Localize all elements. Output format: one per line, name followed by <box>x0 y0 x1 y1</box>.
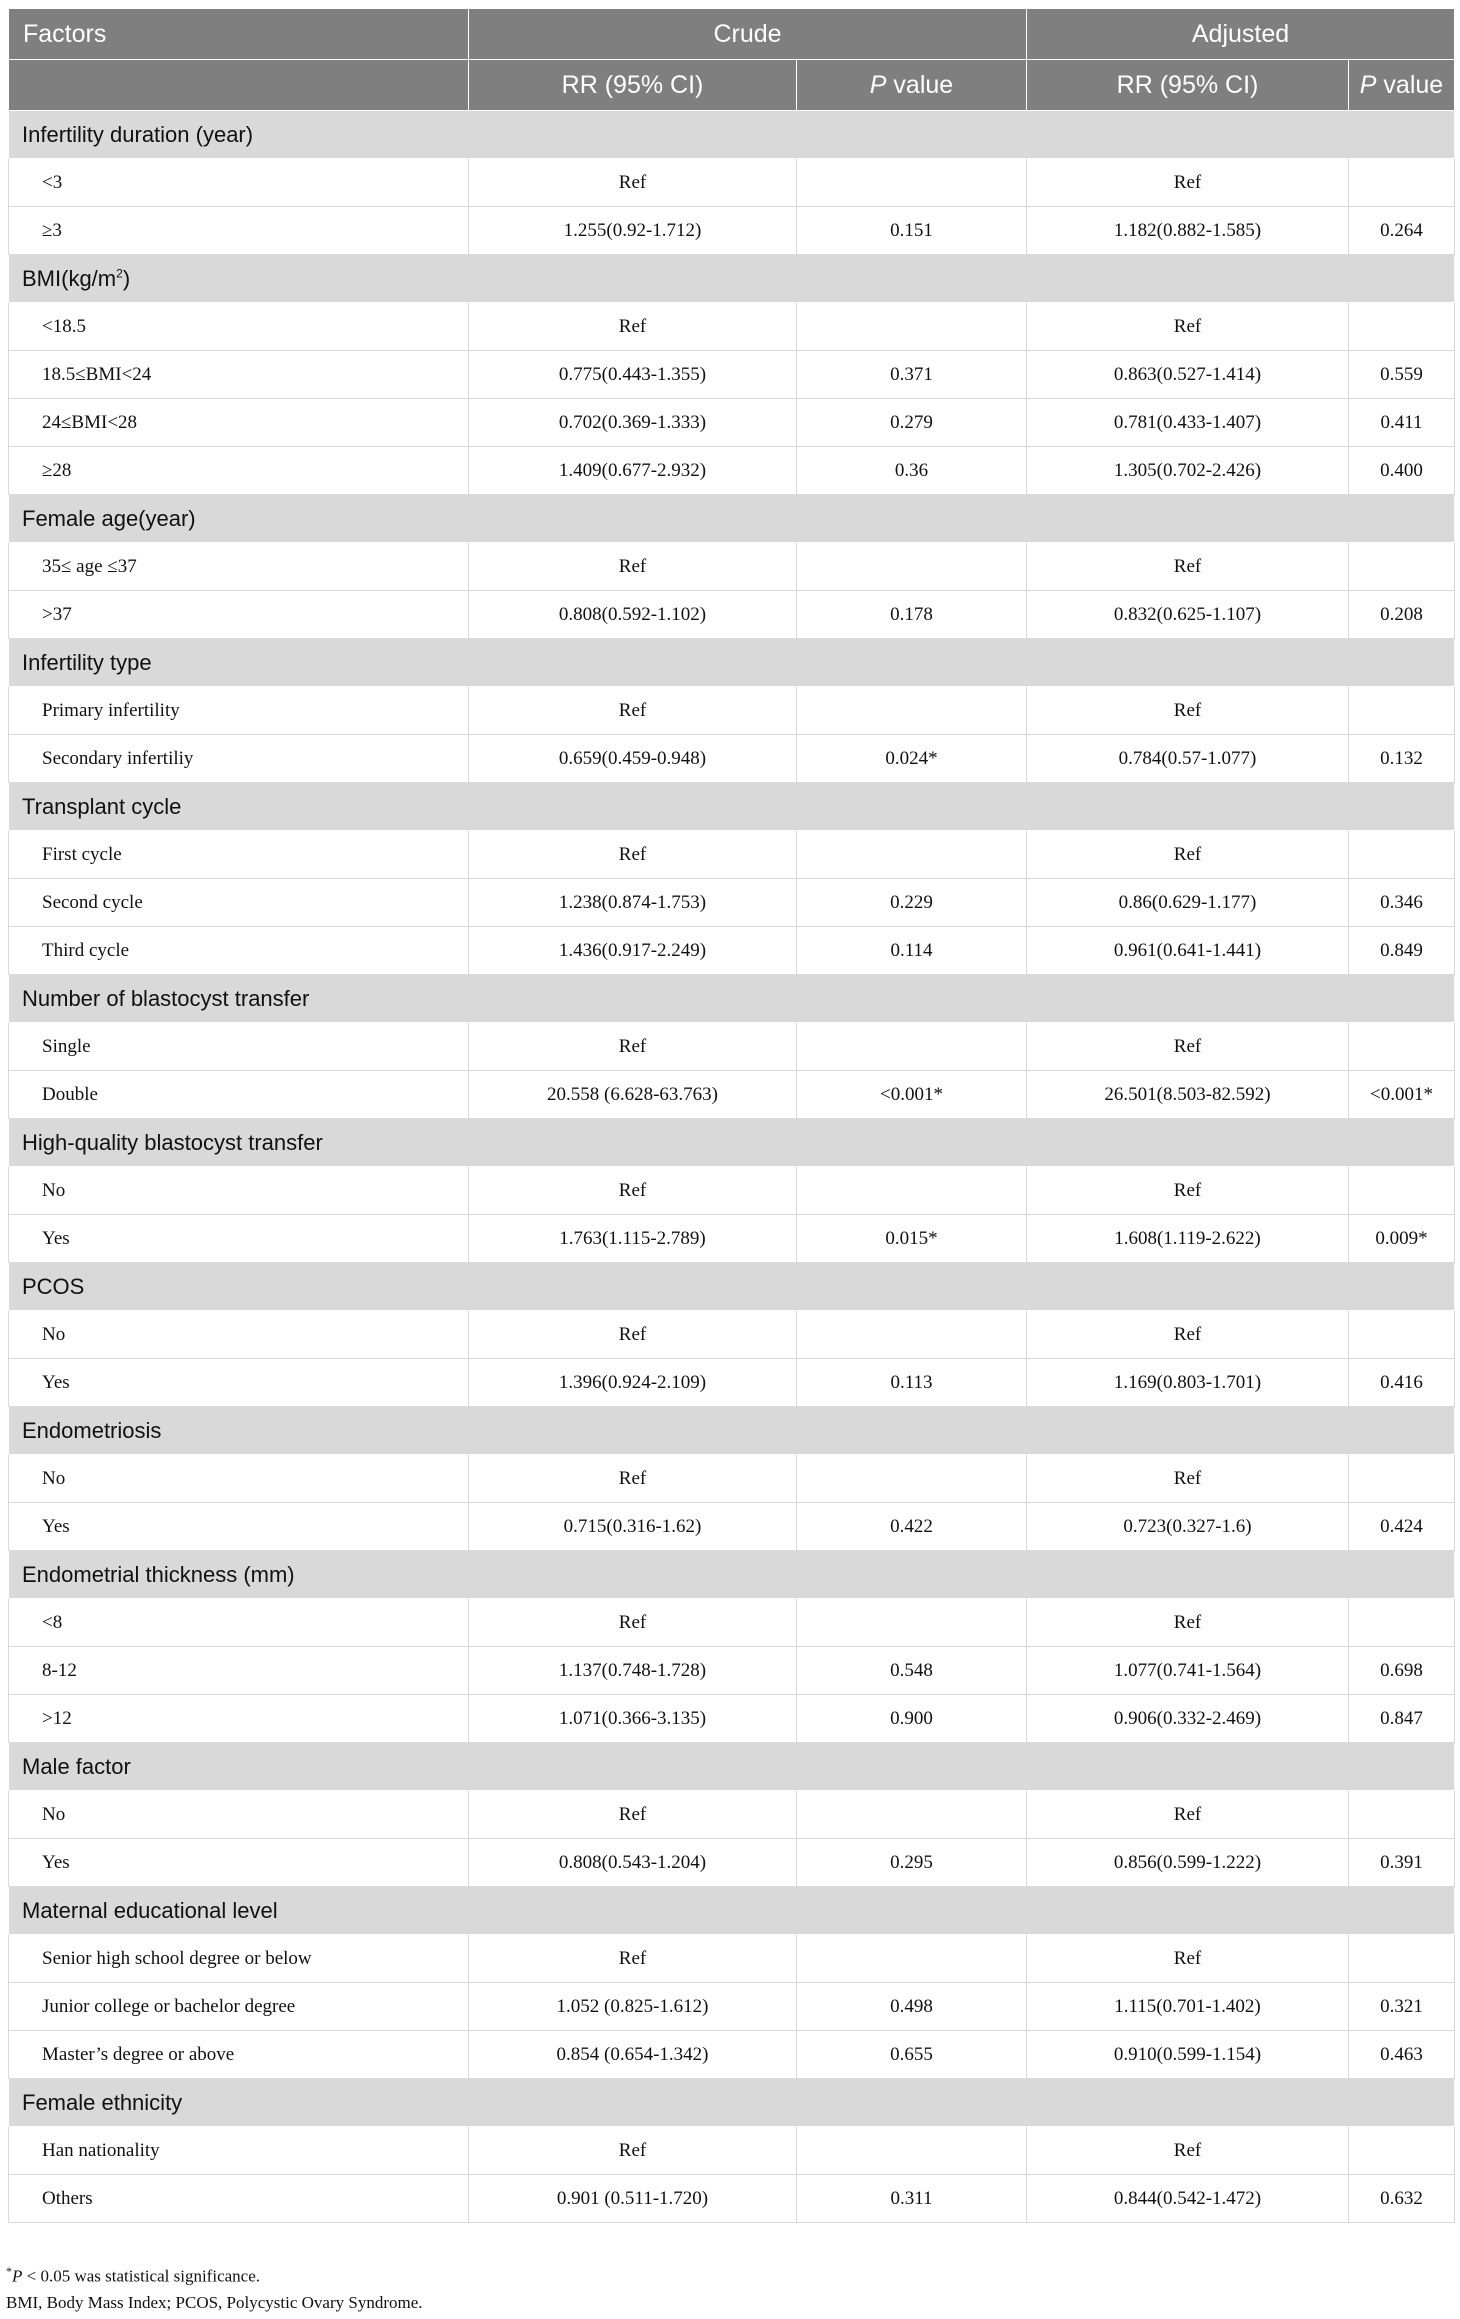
adjusted-rr-cell: 0.784(0.57-1.077) <box>1027 735 1349 783</box>
crude-p-cell: 0.015* <box>797 1215 1027 1263</box>
group-header-row <box>9 975 1455 1023</box>
adjusted-p-cell: 0.009* <box>1349 1215 1455 1263</box>
group-title <box>9 255 1455 303</box>
crude-rr-cell: 0.775(0.443-1.355) <box>469 351 797 399</box>
row-label: Yes <box>9 1359 469 1407</box>
adjusted-p-cell <box>1349 687 1455 735</box>
adjusted-p-cell <box>1349 159 1455 207</box>
table-row <box>9 831 1455 879</box>
crude-rr-cell: 0.808(0.592-1.102) <box>469 591 797 639</box>
crude-p-cell <box>797 1023 1027 1071</box>
adjusted-rr-cell: 0.723(0.327-1.6) <box>1027 1503 1349 1551</box>
group-title <box>9 1263 1455 1311</box>
row-label: 24≤BMI<28 <box>9 399 469 447</box>
adjusted-rr-cell: 0.781(0.433-1.407) <box>1027 399 1349 447</box>
adjusted-rr-cell: 0.86(0.629-1.177) <box>1027 879 1349 927</box>
row-label: ≥28 <box>9 447 469 495</box>
crude-rr-cell: 0.715(0.316-1.62) <box>469 1503 797 1551</box>
table-row <box>9 543 1455 591</box>
group-header-row <box>9 1407 1455 1455</box>
table-row <box>9 687 1455 735</box>
group-title <box>9 1407 1455 1455</box>
crude-rr-cell: 0.854 (0.654-1.342) <box>469 2031 797 2079</box>
row-label: Yes <box>9 1503 469 1551</box>
row-label: Third cycle <box>9 927 469 975</box>
crude-p-cell: 0.151 <box>797 207 1027 255</box>
crude-p-cell <box>797 1935 1027 1983</box>
results-table-container <box>8 8 1454 2223</box>
group-title-text: High-quality blastocyst transfer <box>22 1129 323 1155</box>
footnote-star: * <box>6 2264 12 2278</box>
adjusted-rr-cell: 0.910(0.599-1.154) <box>1027 2031 1349 2079</box>
table-row <box>9 2127 1455 2175</box>
crude-p-cell: 0.311 <box>797 2175 1027 2223</box>
group-title-superscript: 2 <box>116 266 123 281</box>
crude-rr-cell: 1.409(0.677-2.932) <box>469 447 797 495</box>
adjusted-rr-cell: 1.608(1.119-2.622) <box>1027 1215 1349 1263</box>
row-label: >37 <box>9 591 469 639</box>
crude-p-cell <box>797 1311 1027 1359</box>
risk-ratio-table <box>8 8 1455 2223</box>
adjusted-rr-cell: Ref <box>1027 1791 1349 1839</box>
crude-p-header <box>797 60 1027 111</box>
adjusted-p-cell <box>1349 1599 1455 1647</box>
table-row <box>9 1935 1455 1983</box>
row-label: 35≤ age ≤37 <box>9 543 469 591</box>
group-title <box>9 1551 1455 1599</box>
adjusted-p-cell: 0.346 <box>1349 879 1455 927</box>
adjusted-rr-cell: Ref <box>1027 831 1349 879</box>
table-row <box>9 1599 1455 1647</box>
crude-p-cell <box>797 303 1027 351</box>
crude-rr-cell: Ref <box>469 2127 797 2175</box>
row-label: No <box>9 1791 469 1839</box>
crude-rr-cell: Ref <box>469 1935 797 1983</box>
group-title <box>9 1887 1455 1935</box>
header-row-2 <box>9 60 1455 111</box>
crude-p-cell: 0.36 <box>797 447 1027 495</box>
adjusted-p-cell: 0.321 <box>1349 1983 1455 2031</box>
group-title <box>9 1743 1455 1791</box>
group-title-text: Number of blastocyst transfer <box>22 985 310 1011</box>
crude-rr-cell: Ref <box>469 543 797 591</box>
adjusted-rr-cell: Ref <box>1027 2127 1349 2175</box>
crude-p-cell: 0.498 <box>797 1983 1027 2031</box>
crude-rr-cell: 1.763(1.115-2.789) <box>469 1215 797 1263</box>
row-label: <3 <box>9 159 469 207</box>
crude-rr-cell: Ref <box>469 303 797 351</box>
crude-p-cell: 0.024* <box>797 735 1027 783</box>
table-row <box>9 1455 1455 1503</box>
adjusted-p-cell: 0.463 <box>1349 2031 1455 2079</box>
adjusted-p-cell: 0.264 <box>1349 207 1455 255</box>
group-title-text: PCOS <box>22 1273 85 1299</box>
footnote-significance-text: < 0.05 was statistical significance. <box>22 2266 261 2286</box>
crude-p-cell: 0.900 <box>797 1695 1027 1743</box>
crude-p-cell <box>797 1455 1027 1503</box>
crude-rr-cell: Ref <box>469 831 797 879</box>
table-row <box>9 1791 1455 1839</box>
group-title-text: Infertility type <box>22 649 152 675</box>
group-title-text: Male factor <box>22 1753 131 1779</box>
group-title <box>9 639 1455 687</box>
row-label: <18.5 <box>9 303 469 351</box>
adjusted-rr-cell: Ref <box>1027 1599 1349 1647</box>
crude-rr-cell: 1.436(0.917-2.249) <box>469 927 797 975</box>
adjusted-header: Adjusted <box>1027 9 1455 60</box>
table-row <box>9 1023 1455 1071</box>
group-title-text: Female age(year) <box>22 505 196 531</box>
adjusted-rr-cell: Ref <box>1027 1167 1349 1215</box>
crude-rr-header: RR (95% CI) <box>469 60 797 111</box>
table-row <box>9 735 1455 783</box>
row-label: 8-12 <box>9 1647 469 1695</box>
row-label: <8 <box>9 1599 469 1647</box>
crude-rr-cell: 0.808(0.543-1.204) <box>469 1839 797 1887</box>
table-row <box>9 2031 1455 2079</box>
group-title-text: Female ethnicity <box>22 2089 183 2115</box>
crude-p-cell: 0.655 <box>797 2031 1027 2079</box>
adjusted-p-cell <box>1349 303 1455 351</box>
group-header-row <box>9 1263 1455 1311</box>
adjusted-p-cell: 0.632 <box>1349 2175 1455 2223</box>
group-title <box>9 111 1455 159</box>
crude-p-cell <box>797 831 1027 879</box>
group-header-row <box>9 639 1455 687</box>
adjusted-rr-cell: 1.305(0.702-2.426) <box>1027 447 1349 495</box>
group-header-row <box>9 2079 1455 2127</box>
group-header-row <box>9 1551 1455 1599</box>
row-label: Han nationality <box>9 2127 469 2175</box>
crude-p-cell <box>797 543 1027 591</box>
crude-p-cell: 0.422 <box>797 1503 1027 1551</box>
adjusted-rr-cell: 0.863(0.527-1.414) <box>1027 351 1349 399</box>
table-row <box>9 399 1455 447</box>
crude-rr-cell: Ref <box>469 1023 797 1071</box>
factors-header: Factors <box>9 9 469 60</box>
adjusted-rr-cell: 0.832(0.625-1.107) <box>1027 591 1349 639</box>
crude-p-cell: 0.229 <box>797 879 1027 927</box>
crude-rr-cell: 0.702(0.369-1.333) <box>469 399 797 447</box>
adjusted-p-cell <box>1349 1023 1455 1071</box>
crude-rr-cell: 1.255(0.92-1.712) <box>469 207 797 255</box>
group-header-row <box>9 111 1455 159</box>
row-label: Secondary infertiliy <box>9 735 469 783</box>
crude-p-cell <box>797 1599 1027 1647</box>
table-row <box>9 159 1455 207</box>
group-title <box>9 1119 1455 1167</box>
p-value-suffix: value <box>886 70 954 99</box>
table-row <box>9 351 1455 399</box>
adjusted-rr-cell: Ref <box>1027 543 1349 591</box>
adjusted-rr-header: RR (95% CI) <box>1027 60 1349 111</box>
crude-rr-cell: Ref <box>469 1599 797 1647</box>
crude-rr-cell: 1.071(0.366-3.135) <box>469 1695 797 1743</box>
crude-p-cell <box>797 1167 1027 1215</box>
table-row <box>9 1167 1455 1215</box>
group-header-row <box>9 255 1455 303</box>
adjusted-p-cell: <0.001* <box>1349 1071 1455 1119</box>
adjusted-p-cell: 0.416 <box>1349 1359 1455 1407</box>
adjusted-p-cell: 0.208 <box>1349 591 1455 639</box>
table-row <box>9 2175 1455 2223</box>
footnote-abbreviations: BMI, Body Mass Index; PCOS, Polycystic Ovary Syndrome. <box>6 2292 423 2312</box>
table-footnotes <box>6 2258 423 2316</box>
adjusted-rr-cell: 0.844(0.542-1.472) <box>1027 2175 1349 2223</box>
crude-rr-cell: Ref <box>469 1455 797 1503</box>
group-title <box>9 975 1455 1023</box>
crude-p-cell: 0.114 <box>797 927 1027 975</box>
adjusted-p-cell: 0.132 <box>1349 735 1455 783</box>
table-row <box>9 1503 1455 1551</box>
adjusted-p-cell <box>1349 1935 1455 1983</box>
row-label: ≥3 <box>9 207 469 255</box>
table-row <box>9 1983 1455 2031</box>
adjusted-rr-cell: 1.169(0.803-1.701) <box>1027 1359 1349 1407</box>
row-label: Others <box>9 2175 469 2223</box>
adjusted-rr-cell: 1.182(0.882-1.585) <box>1027 207 1349 255</box>
group-header-row <box>9 783 1455 831</box>
adjusted-rr-cell: 1.115(0.701-1.402) <box>1027 1983 1349 2031</box>
crude-rr-cell: 20.558 (6.628-63.763) <box>469 1071 797 1119</box>
crude-p-cell <box>797 687 1027 735</box>
row-label: Second cycle <box>9 879 469 927</box>
group-header-row <box>9 1887 1455 1935</box>
p-value-suffix: value <box>1376 70 1444 99</box>
adjusted-rr-cell: Ref <box>1027 1455 1349 1503</box>
table-body <box>9 111 1455 2223</box>
p-italic: P <box>1359 70 1377 99</box>
table-row <box>9 1215 1455 1263</box>
crude-p-cell: 0.279 <box>797 399 1027 447</box>
crude-rr-cell: 1.052 (0.825-1.612) <box>469 1983 797 2031</box>
table-row <box>9 207 1455 255</box>
adjusted-rr-cell: Ref <box>1027 159 1349 207</box>
crude-p-cell <box>797 159 1027 207</box>
adjusted-rr-cell: Ref <box>1027 1023 1349 1071</box>
crude-rr-cell: 1.137(0.748-1.728) <box>469 1647 797 1695</box>
adjusted-p-cell: 0.849 <box>1349 927 1455 975</box>
table-row <box>9 1695 1455 1743</box>
crude-rr-cell: Ref <box>469 1311 797 1359</box>
adjusted-p-cell <box>1349 831 1455 879</box>
blank-header-cell <box>9 60 469 111</box>
row-label: Master’s degree or above <box>9 2031 469 2079</box>
crude-rr-cell: 1.238(0.874-1.753) <box>469 879 797 927</box>
crude-p-cell: 0.548 <box>797 1647 1027 1695</box>
crude-p-cell: 0.295 <box>797 1839 1027 1887</box>
table-row <box>9 1647 1455 1695</box>
adjusted-rr-cell: 0.961(0.641-1.441) <box>1027 927 1349 975</box>
group-header-row <box>9 1743 1455 1791</box>
adjusted-p-cell: 0.400 <box>1349 447 1455 495</box>
adjusted-p-cell <box>1349 1167 1455 1215</box>
adjusted-rr-cell: Ref <box>1027 1935 1349 1983</box>
group-title <box>9 783 1455 831</box>
group-title-text: Infertility duration (year) <box>22 121 254 147</box>
adjusted-rr-cell: 0.856(0.599-1.222) <box>1027 1839 1349 1887</box>
footnote-significance <box>6 2258 423 2290</box>
row-label: >12 <box>9 1695 469 1743</box>
group-title-text: Transplant cycle <box>22 793 182 819</box>
group-title-text: Maternal educational level <box>22 1897 278 1923</box>
row-label: Primary infertility <box>9 687 469 735</box>
crude-rr-cell: 0.659(0.459-0.948) <box>469 735 797 783</box>
crude-p-cell: 0.178 <box>797 591 1027 639</box>
adjusted-p-header <box>1349 60 1455 111</box>
adjusted-p-cell: 0.424 <box>1349 1503 1455 1551</box>
adjusted-p-cell: 0.391 <box>1349 1839 1455 1887</box>
adjusted-p-cell: 0.411 <box>1349 399 1455 447</box>
table-row <box>9 1839 1455 1887</box>
crude-rr-cell: Ref <box>469 159 797 207</box>
crude-rr-cell: Ref <box>469 1167 797 1215</box>
row-label: Yes <box>9 1839 469 1887</box>
adjusted-rr-cell: Ref <box>1027 303 1349 351</box>
adjusted-rr-cell: Ref <box>1027 1311 1349 1359</box>
table-row <box>9 447 1455 495</box>
group-title-text: Endometrial thickness (mm) <box>22 1561 295 1587</box>
table-row <box>9 1311 1455 1359</box>
crude-p-cell <box>797 1791 1027 1839</box>
row-label: Double <box>9 1071 469 1119</box>
adjusted-p-cell <box>1349 1311 1455 1359</box>
table-row <box>9 1071 1455 1119</box>
group-title-text: BMI(kg/m <box>22 265 117 291</box>
row-label: Single <box>9 1023 469 1071</box>
row-label: No <box>9 1167 469 1215</box>
crude-p-cell: 0.113 <box>797 1359 1027 1407</box>
crude-rr-cell: 1.396(0.924-2.109) <box>469 1359 797 1407</box>
crude-rr-cell: Ref <box>469 1791 797 1839</box>
table-row <box>9 1359 1455 1407</box>
adjusted-p-cell <box>1349 2127 1455 2175</box>
row-label: First cycle <box>9 831 469 879</box>
row-label: 18.5≤BMI<24 <box>9 351 469 399</box>
row-label: Junior college or bachelor degree <box>9 1983 469 2031</box>
crude-p-cell: <0.001* <box>797 1071 1027 1119</box>
adjusted-rr-cell: 1.077(0.741-1.564) <box>1027 1647 1349 1695</box>
crude-rr-cell: Ref <box>469 687 797 735</box>
table-row <box>9 879 1455 927</box>
adjusted-p-cell <box>1349 1791 1455 1839</box>
footnote-p: P <box>12 2266 23 2286</box>
group-header-row <box>9 495 1455 543</box>
crude-p-cell <box>797 2127 1027 2175</box>
table-row <box>9 927 1455 975</box>
group-title <box>9 495 1455 543</box>
row-label: Yes <box>9 1215 469 1263</box>
crude-rr-cell: 0.901 (0.511-1.720) <box>469 2175 797 2223</box>
group-title <box>9 2079 1455 2127</box>
row-label: No <box>9 1311 469 1359</box>
adjusted-rr-cell: 26.501(8.503-82.592) <box>1027 1071 1349 1119</box>
adjusted-p-cell: 0.847 <box>1349 1695 1455 1743</box>
row-label: Senior high school degree or below <box>9 1935 469 1983</box>
p-italic: P <box>869 70 887 99</box>
adjusted-p-cell: 0.559 <box>1349 351 1455 399</box>
table-row <box>9 303 1455 351</box>
adjusted-rr-cell: Ref <box>1027 687 1349 735</box>
adjusted-p-cell <box>1349 543 1455 591</box>
crude-header: Crude <box>469 9 1027 60</box>
row-label: No <box>9 1455 469 1503</box>
adjusted-p-cell: 0.698 <box>1349 1647 1455 1695</box>
group-title-tail: ) <box>122 265 131 291</box>
table-row <box>9 591 1455 639</box>
adjusted-rr-cell: 0.906(0.332-2.469) <box>1027 1695 1349 1743</box>
header-row-1 <box>9 9 1455 60</box>
adjusted-p-cell <box>1349 1455 1455 1503</box>
crude-p-cell: 0.371 <box>797 351 1027 399</box>
group-title-text: Endometriosis <box>22 1417 162 1443</box>
group-header-row <box>9 1119 1455 1167</box>
